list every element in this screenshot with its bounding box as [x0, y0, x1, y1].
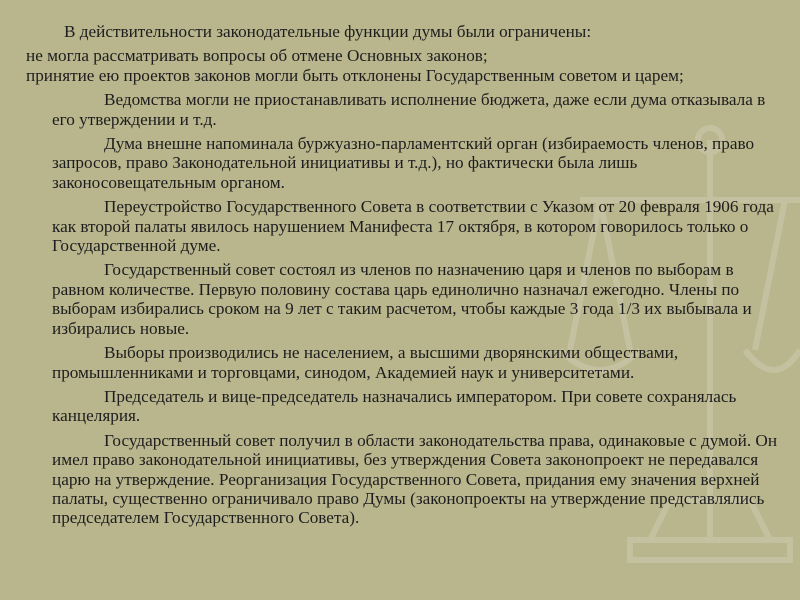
slide-text: [26, 22, 780, 533]
paragraph: Выборы производились не населением, а высшими дворянскими обществами, промышленниками и торговцами, синодом, Академией наук и университетами.: [52, 343, 679, 382]
paragraph: Переустройство Государственного Совета в соответствии с Указом от 20 февраля 1906 года как второй палаты явилось нарушением Манифеста 17 октября, в котором говорилось только о Государственной думе.: [52, 197, 774, 256]
intro-line: В действительности законодательные функции думы были ограничены:: [64, 22, 592, 41]
paragraph: Ведомства могли не приостанавливать исполнение бюджета, даже если дума отказывала в его утверждении и т.д.: [52, 90, 766, 129]
paragraph: Государственный совет состоял из членов по назначению царя и членов по выборам в равном количестве. Первую половину состава царь единолично назначал ежегодно. Члены по выборам избирались сроком на 9 лет с таким расчетом, чтобы каждые 3 года 1/3 их выбывала и избирались новые.: [52, 260, 752, 338]
paragraph: Дума внешне напоминала буржуазно-парламентский орган (избираемость членов, право запросов, право Законодательной инициативы и т.д.), но фактически была лишь законосовещательным органом.: [52, 134, 755, 192]
paragraph: Председатель и вице-председатель назначались императором. При совете сохранялась канцелярия.: [52, 386, 737, 426]
list-item: принятие ею проектов законов могли быть отклонены Государственным советом и царем;: [26, 65, 684, 85]
paragraph: Государственный совет получил в области законодательства права, одинаковые с думой. Он имел право законодательной инициативы, без утверждения Совета законопроект не передавался царю на утверждение. Реорганизация Государственного Совета, придания ему значения верхней палаты, существенно ограничивало право Думы (законопроекты на утверждение представлялись председателем Государственного Совета).: [52, 430, 778, 528]
list-item: не могла рассматривать вопросы об отмене Основных законов;: [26, 46, 488, 66]
